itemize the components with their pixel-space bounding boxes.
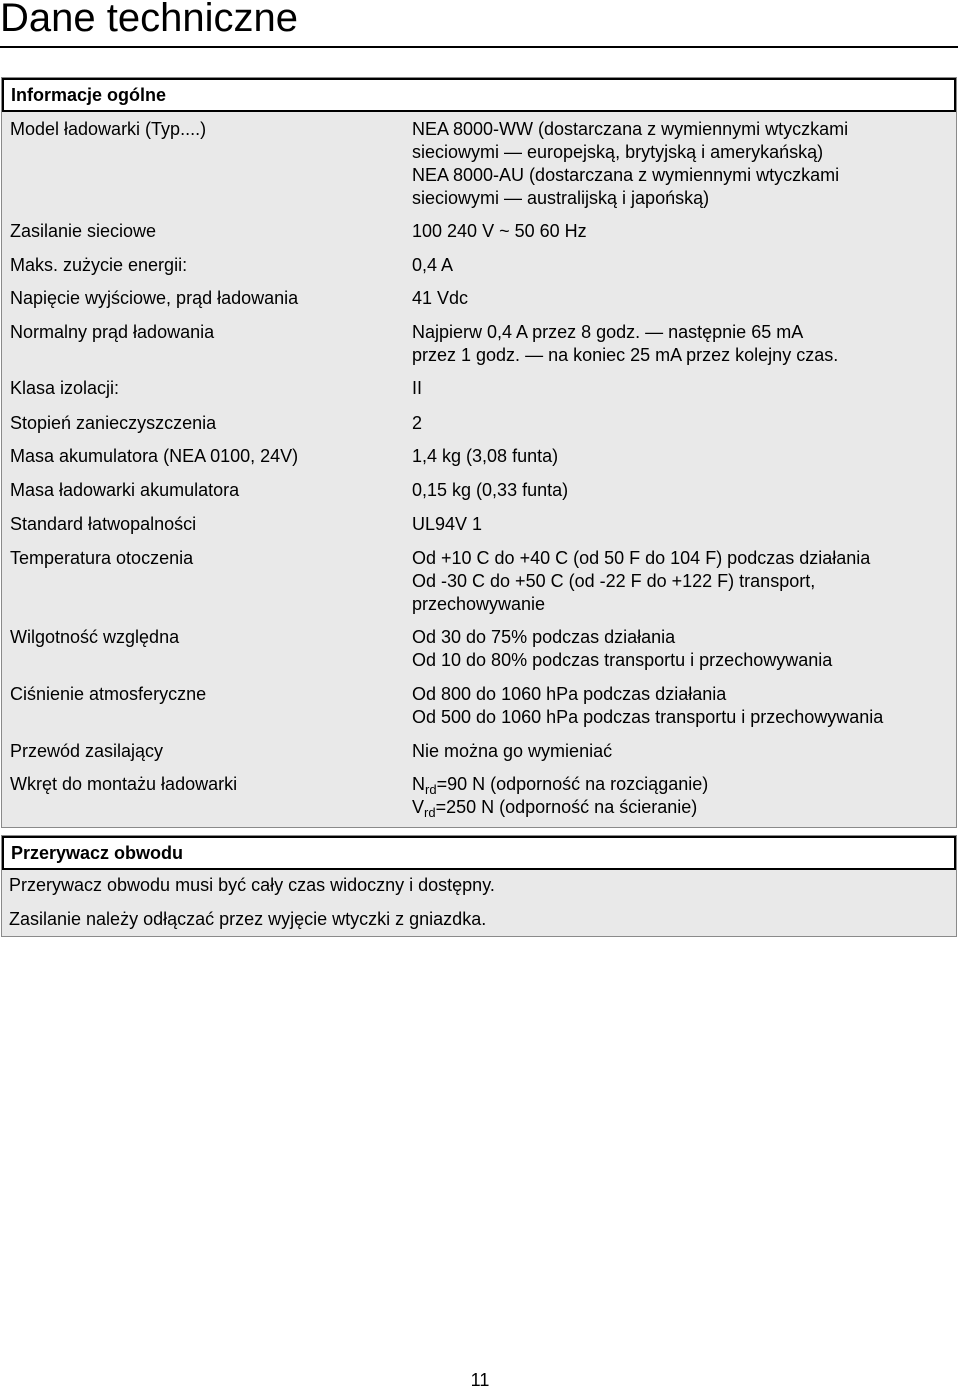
spec-label: Maks. zużycie energii: <box>10 255 188 275</box>
spec-value: 0,4 A <box>412 255 454 275</box>
spec-label: Klasa izolacji: <box>10 378 120 398</box>
spec-value: Najpierw 0,4 A przez 8 godz. — następnie 65 mA przez 1 godz. — na koniec 25 mA przez kolejny czas. <box>412 322 839 365</box>
spec-label: Napięcie wyjściowe, prąd ładowania <box>10 288 299 308</box>
spec-value: 41 Vdc <box>412 288 469 308</box>
circuit-breaker-table <box>1 835 957 937</box>
spec-value: Od 800 do 1060 hPa podczas działania Od 500 do 1060 hPa podczas transportu i przechowywania <box>412 684 884 727</box>
spec-label: Wkręt do montażu ładowarki <box>10 774 238 794</box>
spec-label: Zasilanie sieciowe <box>10 221 157 241</box>
spec-label: Masa ładowarki akumulatora <box>10 480 240 500</box>
spec-value: Od +10 C do +40 C (od 50 F do 104 F) podczas działania Od -30 C do +50 C (od -22 F do +122 F) transport, przechowywanie <box>412 548 871 614</box>
spec-label: Standard łatwopalności <box>10 514 197 534</box>
general-info-table <box>1 77 957 828</box>
circuit-breaker-header <box>2 836 956 870</box>
spec-value: 2 <box>412 413 423 433</box>
spec-label: Normalny prąd ładowania <box>10 322 215 342</box>
title-divider <box>0 46 958 48</box>
spec-value: 100 240 V ~ 50 60 Hz <box>412 221 587 241</box>
page-title: Dane techniczne <box>0 0 298 40</box>
force-line: $V_{rd}=250$ N (odporność na ścieranie) <box>412 797 698 820</box>
spec-value: UL94V 1 <box>412 514 483 534</box>
spec-value: 1,4 kg (3,08 funta) <box>412 446 559 466</box>
spec-label: Model ładowarki (Typ....) <box>10 119 207 139</box>
page-number: 11 <box>470 1370 490 1390</box>
spec-value: 0,15 kg (0,33 funta) <box>412 480 569 500</box>
spec-value: NEA 8000-WW (dostarczana z wymiennymi wtyczkami sieciowymi — europejską, brytyjską i amerykańską) NEA 8000-AU (dostarczana z wymiennymi wtyczkami sieciowymi — australijską i japońską) <box>412 119 849 208</box>
breaker-note: Zasilanie należy odłączać przez wyjęcie wtyczki z gniazdka. <box>9 909 487 929</box>
general-info-header <box>2 78 956 112</box>
spec-label: Przewód zasilający <box>10 741 164 761</box>
circuit-breaker-title: Przerywacz obwodu <box>11 843 184 863</box>
spec-label: Wilgotność względna <box>10 627 180 647</box>
spec-label: Ciśnienie atmosferyczne <box>10 684 207 704</box>
breaker-note: Przerywacz obwodu musi być cały czas widoczny i dostępny. <box>9 875 495 895</box>
spec-value: II <box>412 378 423 398</box>
force-line: $N_{rd}=90$ N (odporność na rozciąganie) <box>412 774 709 797</box>
spec-label: Stopień zanieczyszczenia <box>10 413 217 433</box>
spec-value <box>412 773 952 819</box>
spec-label: Masa akumulatora (NEA 0100, 24V) <box>10 446 299 466</box>
spec-value: Nie można go wymieniać <box>412 741 613 761</box>
general-info-title: Informacje ogólne <box>11 85 167 105</box>
spec-label: Temperatura otoczenia <box>10 548 194 568</box>
spec-value: Od 30 do 75% podczas działania Od 10 do 80% podczas transportu i przechowywania <box>412 627 833 670</box>
